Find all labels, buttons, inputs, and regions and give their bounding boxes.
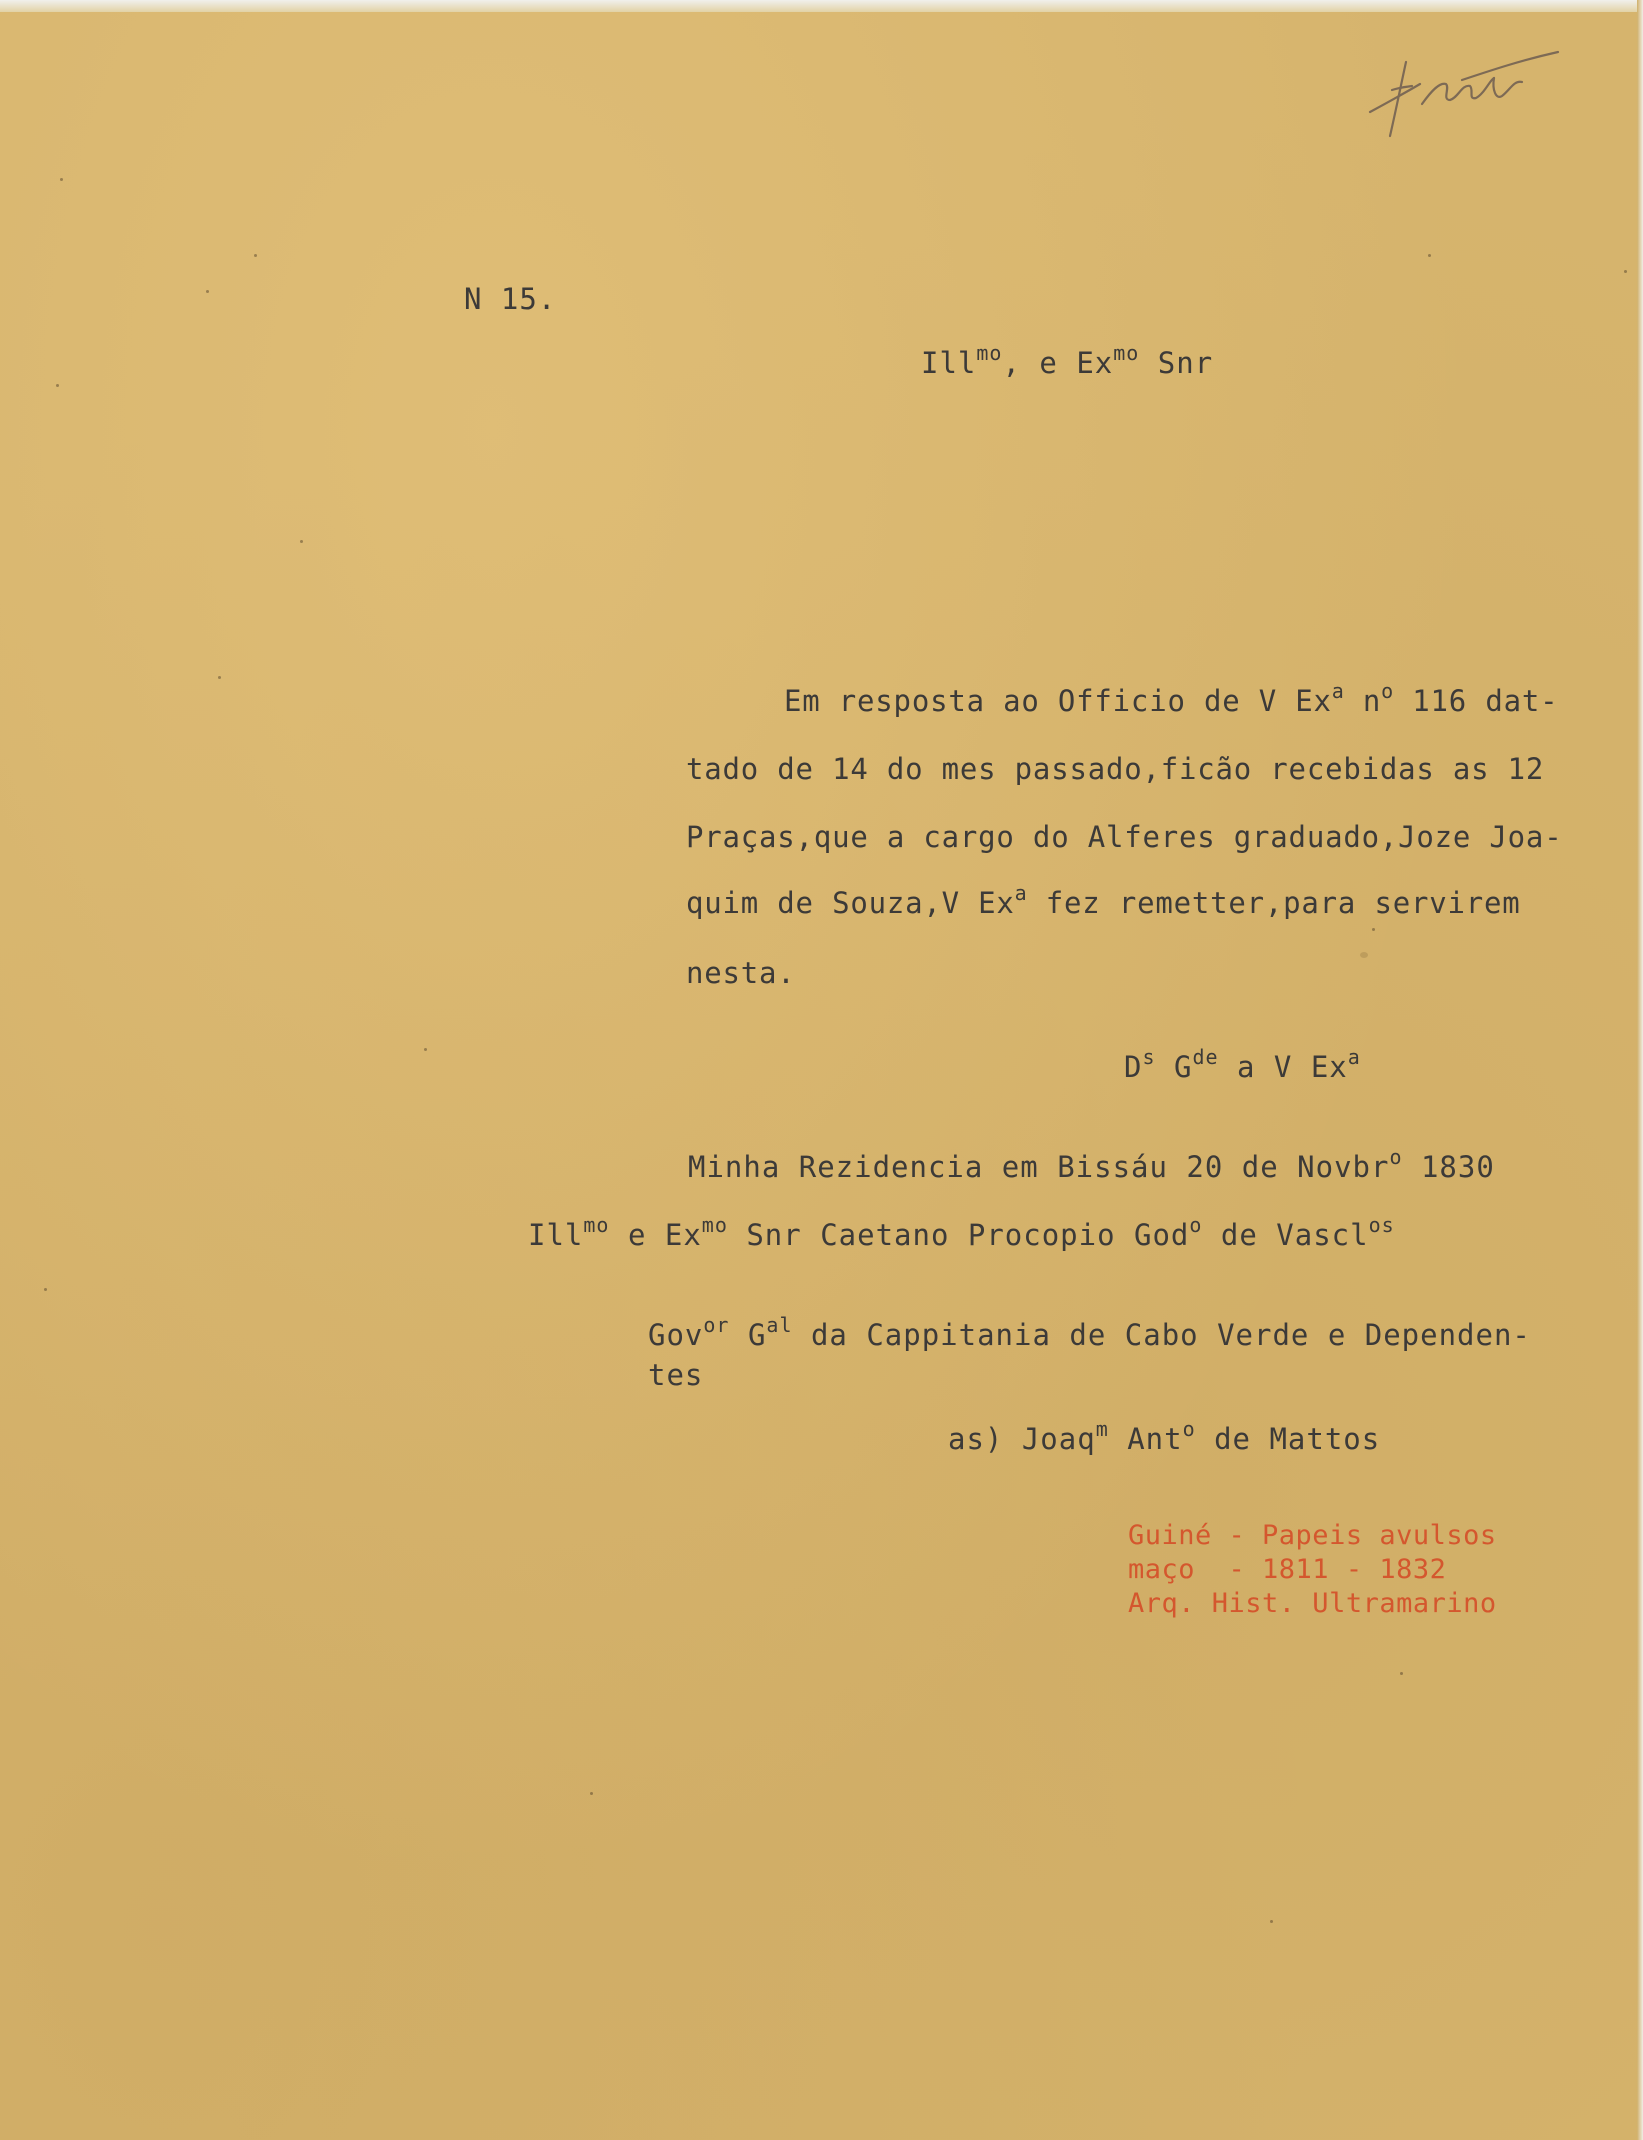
typed-text: Praças,que a cargo do Alferes graduado,Joze Joa- bbox=[686, 820, 1563, 854]
typed-text: de Mattos bbox=[1195, 1422, 1381, 1456]
archive-stamp-line: Guiné - Papeis avulsos bbox=[1128, 1520, 1497, 1551]
paper-stain bbox=[1360, 952, 1368, 958]
paper-speck bbox=[218, 676, 221, 679]
typed-text: tado de 14 do mes passado,ficão recebidas as 12 bbox=[686, 752, 1545, 786]
salutation-part: , e Ex bbox=[1002, 346, 1114, 380]
paper-speck bbox=[1624, 270, 1627, 273]
body-line bbox=[686, 881, 1521, 920]
salutation-superscript: mo bbox=[976, 341, 1003, 365]
signature-line bbox=[948, 1417, 1381, 1456]
body-line bbox=[784, 679, 1559, 718]
typed-text: tes bbox=[648, 1358, 704, 1392]
superscript-abbreviation: a bbox=[1014, 881, 1028, 905]
body-line bbox=[686, 820, 1562, 854]
superscript-abbreviation: os bbox=[1368, 1213, 1395, 1237]
salutation-part: Ill bbox=[921, 346, 977, 380]
superscript-abbreviation: s bbox=[1142, 1045, 1156, 1069]
typed-text: a V Ex bbox=[1218, 1050, 1348, 1084]
superscript-abbreviation: a bbox=[1331, 679, 1345, 703]
typed-text: Ant bbox=[1108, 1422, 1183, 1456]
superscript-abbreviation: m bbox=[1095, 1417, 1109, 1441]
paper-speck bbox=[300, 540, 303, 543]
superscript-abbreviation: de bbox=[1192, 1045, 1219, 1069]
archive-stamp-line: maço - 1811 - 1832 bbox=[1128, 1554, 1447, 1585]
superscript-abbreviation: o bbox=[1189, 1213, 1203, 1237]
paper-speck bbox=[254, 254, 257, 257]
typed-text: e Ex bbox=[609, 1218, 702, 1252]
superscript-abbreviation: mo bbox=[701, 1213, 728, 1237]
paper-speck bbox=[1372, 928, 1375, 931]
page-edge-top bbox=[0, 0, 1643, 12]
body-line bbox=[686, 752, 1544, 786]
paper-speck bbox=[44, 1288, 47, 1291]
paper-speck bbox=[56, 384, 59, 387]
typed-text: 1830 bbox=[1402, 1150, 1495, 1184]
page-edge-right bbox=[1637, 0, 1643, 2140]
typed-text: n bbox=[1344, 684, 1382, 718]
paper-speck bbox=[424, 1048, 427, 1051]
closing-formula bbox=[1124, 1045, 1361, 1084]
typed-text: Gov bbox=[648, 1318, 704, 1352]
superscript-abbreviation: o bbox=[1389, 1145, 1403, 1169]
typed-text: 116 dat- bbox=[1394, 684, 1559, 718]
typed-text: nesta. bbox=[686, 956, 796, 990]
superscript-abbreviation: o bbox=[1182, 1417, 1196, 1441]
addressee-line bbox=[528, 1213, 1395, 1252]
superscript-abbreviation: al bbox=[766, 1313, 793, 1337]
typed-text: da Cappitania de Cabo Verde e Dependen- bbox=[792, 1318, 1531, 1352]
typed-text: fez remetter,para servirem bbox=[1027, 886, 1521, 920]
document-number: N 15. bbox=[464, 282, 557, 316]
archive-stamp-line: Arq. Hist. Ultramarino bbox=[1128, 1588, 1497, 1619]
addressee-line bbox=[648, 1313, 1531, 1352]
salutation-part: Snr bbox=[1139, 346, 1214, 380]
salutation-superscript: mo bbox=[1113, 341, 1140, 365]
superscript-abbreviation: o bbox=[1381, 679, 1395, 703]
body-line bbox=[686, 956, 796, 990]
handwritten-pencil-mark bbox=[1362, 40, 1572, 150]
paper-speck bbox=[206, 290, 209, 293]
salutation bbox=[921, 341, 1214, 380]
typed-text: G bbox=[1155, 1050, 1193, 1084]
typed-text: Minha Rezidencia em Bissáu 20 de Novbr bbox=[688, 1150, 1390, 1184]
paper-speck bbox=[1270, 1920, 1273, 1923]
typed-text: G bbox=[729, 1318, 767, 1352]
addressee-line bbox=[648, 1358, 703, 1392]
paper-speck bbox=[1400, 1672, 1403, 1675]
place-and-date bbox=[688, 1145, 1495, 1184]
typed-text: de Vascl bbox=[1202, 1218, 1369, 1252]
typed-text: Snr Caetano Procopio God bbox=[727, 1218, 1190, 1252]
typed-text: as) Joaq bbox=[948, 1422, 1096, 1456]
typed-text: quim de Souza,V Ex bbox=[686, 886, 1015, 920]
paper-speck bbox=[60, 178, 63, 181]
typed-text: Em resposta ao Officio de V Ex bbox=[784, 684, 1332, 718]
superscript-abbreviation: a bbox=[1347, 1045, 1361, 1069]
paper-speck bbox=[590, 1792, 593, 1795]
typed-text: Ill bbox=[528, 1218, 584, 1252]
typed-text: D bbox=[1124, 1050, 1143, 1084]
paper-speck bbox=[1428, 254, 1431, 257]
superscript-abbreviation: or bbox=[703, 1313, 730, 1337]
superscript-abbreviation: mo bbox=[583, 1213, 610, 1237]
